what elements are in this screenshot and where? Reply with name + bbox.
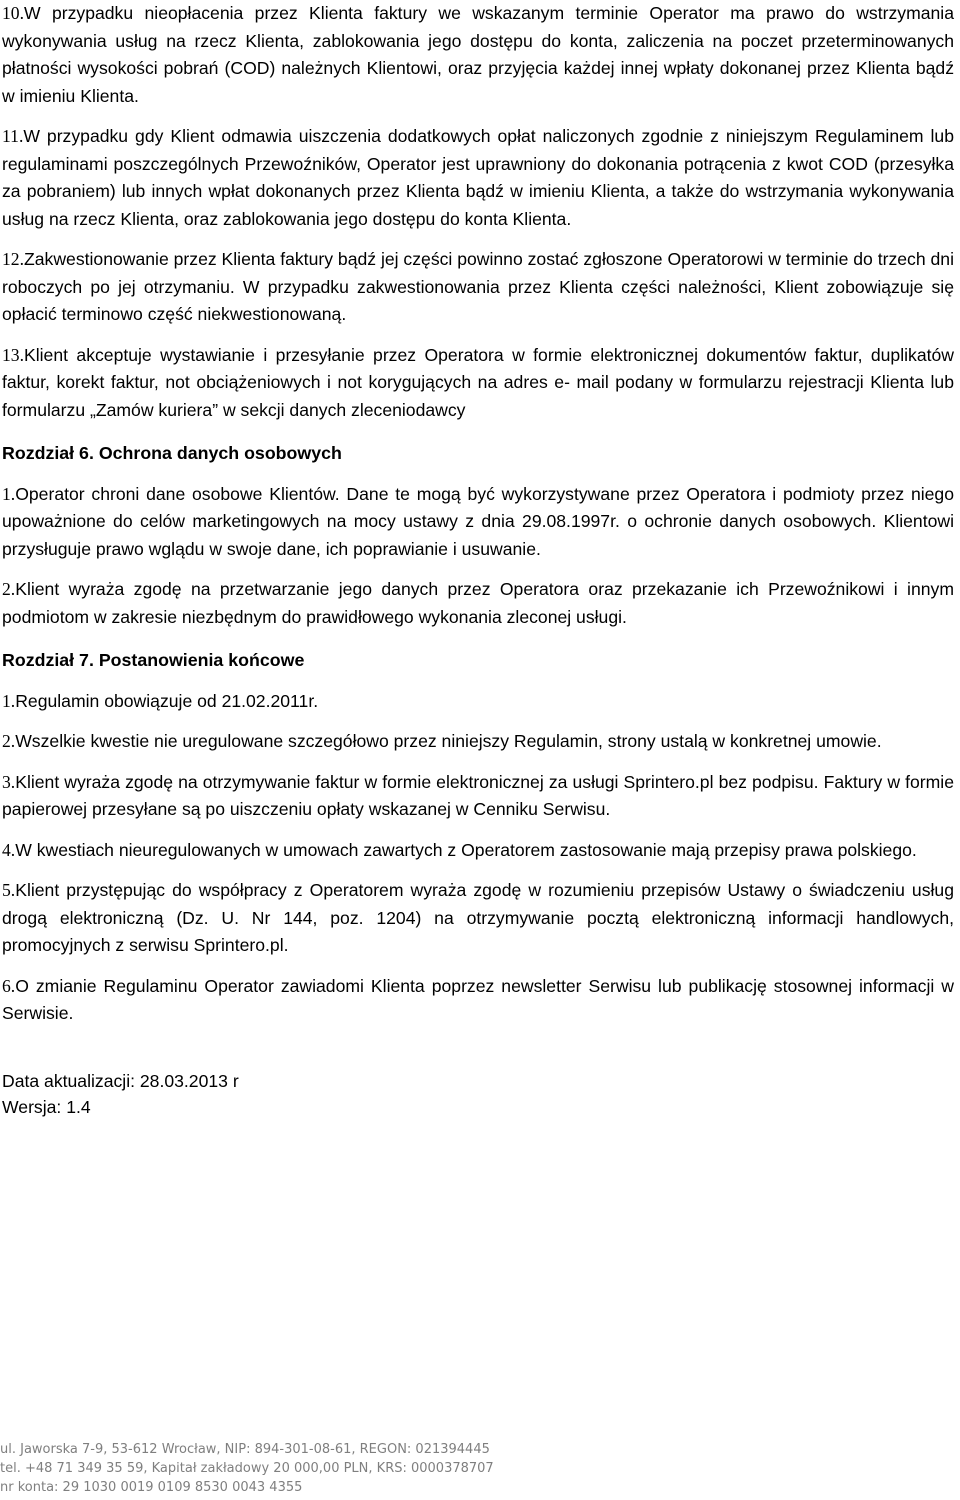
point-number: 11. [2, 126, 24, 146]
section-7-point-5 [2, 877, 954, 960]
point-text: Operator chroni dane osobowe Klientów. Dane te mogą być wykorzystywane przez Operatora i podmioty przez niego upoważnione do celów marketingowych na mocy ustawy z dnia 29.08.1997r. o ochronie danych osobowych. Klientowi przysługuje prawo wglądu w swoje dane, ich poprawianie i usuwanie. [2, 483, 954, 559]
point-number: 2. [2, 579, 16, 599]
point-number: 2. [2, 731, 16, 751]
point-number: 5. [2, 880, 16, 900]
point-number: 10. [2, 3, 24, 23]
point-number: 6. [2, 975, 16, 996]
section-6-point-2 [2, 576, 954, 631]
document-body [2, 0, 954, 1120]
paragraph-point-13 [2, 342, 954, 425]
point-text: Klient przystępując do współpracy z Operatorem wyraża zgodę w rozumieniu przepisów Ustawy o świadczeniu usług drogą elektroniczną (Dz. U. Nr 144, poz. 1204) na otrzymywanie pocztą elektroniczną informacji handlowych, promocyjnych z serwisu Sprintero.pl. [2, 880, 954, 955]
paragraph-point-10 [2, 0, 954, 110]
footer-address-line: ul. Jaworska 7-9, 53-612 Wrocław, NIP: 894-301-08-61, REGON: 021394445 [0, 1442, 490, 1457]
point-number: 3. [2, 771, 16, 792]
point-number: 12. [2, 249, 24, 269]
point-number: 1. [2, 483, 16, 504]
point-text: W przypadku gdy Klient odmawia uiszczenia dodatkowych opłat naliczonych zgodnie z niniejszym Regulaminem lub regulaminami poszczególnych Przewoźników, Operator jest uprawniony do dokonania potrącenia z kwot COD (przesyłka za pobraniem) lub innych wpłat dokonanych przez Klienta bądź w imieniu Klienta, a także do wstrzymania wykonywania usług na rzecz Klienta, oraz zablokowania jego dostępu do konta Klienta. [2, 126, 954, 229]
point-text: Wszelkie kwestie nie uregulowane szczegółowo przez niniejszy Regulamin, strony ustalą w konkretnej umowie. [15, 731, 882, 751]
update-date: Data aktualizacji: 28.03.2013 r [2, 1070, 239, 1091]
company-footer [0, 1440, 960, 1497]
section-6-heading: Rozdział 6. Ochrona danych osobowych [2, 443, 342, 463]
section-7-point-2 [2, 728, 954, 756]
footer-account-line: nr konta: 29 1030 0019 0109 8530 0043 4355 [0, 1480, 303, 1495]
footer-contact-line: tel. +48 71 349 35 59, Kapitał zakładowy 20 000,00 PLN, KRS: 0000378707 [0, 1461, 494, 1476]
section-7-point-3 [2, 769, 954, 824]
section-6-point-1 [2, 481, 954, 564]
point-text: W kwestiach nieuregulowanych w umowach zawartych z Operatorem zastosowanie mają przepisy prawa polskiego. [15, 839, 917, 860]
point-number: 1. [2, 690, 16, 711]
paragraph-point-12 [2, 246, 954, 329]
section-7-heading: Rozdział 7. Postanowienia końcowe [2, 650, 305, 670]
point-text: Klient wyraża zgodę na otrzymywanie faktur w formie elektronicznej za usługi Sprintero.pl bez podpisu. Faktury w formie papierowej przesyłane są po uiszczeniu opłaty wskazanej w Cenniku Serwisu. [2, 771, 954, 819]
point-text: Zakwestionowanie przez Klienta faktury bądź jej części powinno zostać zgłoszone Operatorowi w terminie do trzech dni roboczych po jej otrzymaniu. W przypadku zakwestionowania przez Klienta części należności, Klient zobowiązuje się opłacić terminowo część niekwestionowaną. [2, 249, 954, 324]
section-7-point-4 [2, 837, 954, 865]
point-text: O zmianie Regulaminu Operator zawiadomi Klienta poprzez newsletter Serwisu lub publikację stosownej informacji w Serwisie. [2, 975, 954, 1023]
point-number: 13. [2, 344, 24, 365]
point-text: Klient wyraża zgodę na przetwarzanie jego danych przez Operatora oraz przekazanie ich Przewoźnikowi i innym podmiotom w zakresie niezbędnym do prawidłowego wykonania zleconej usługi. [2, 579, 954, 627]
point-text: Regulamin obowiązuje od 21.02.2011r. [15, 690, 319, 711]
document-meta [2, 1068, 954, 1120]
section-7-point-6 [2, 973, 954, 1028]
point-text: Klient akceptuje wystawianie i przesyłanie przez Operatora w formie elektronicznej dokumentów faktur, duplikatów faktur, korekt faktur, not obciążeniowych i not korygujących na adres e- mail podany w formularzu rejestracji Klienta lub formularzu „Zamów kuriera” w sekcji danych zleceniodawcy [2, 344, 954, 420]
section-7-point-1 [2, 688, 954, 716]
paragraph-point-11 [2, 123, 954, 233]
version-label: Wersja: 1.4 [2, 1096, 91, 1117]
point-number: 4. [2, 839, 16, 860]
point-text: W przypadku nieopłacenia przez Klienta faktury we wskazanym terminie Operator ma prawo do wstrzymania wykonywania usług na rzecz Klienta, zablokowania jego dostępu do konta, zaliczenia na poczet przeterminowanych płatności wysokości pobrań (COD) należnych Klientowi, oraz przyjęcia każdej innej wpłaty dokonanej przez Klienta bądź w imieniu Klienta. [2, 3, 954, 106]
